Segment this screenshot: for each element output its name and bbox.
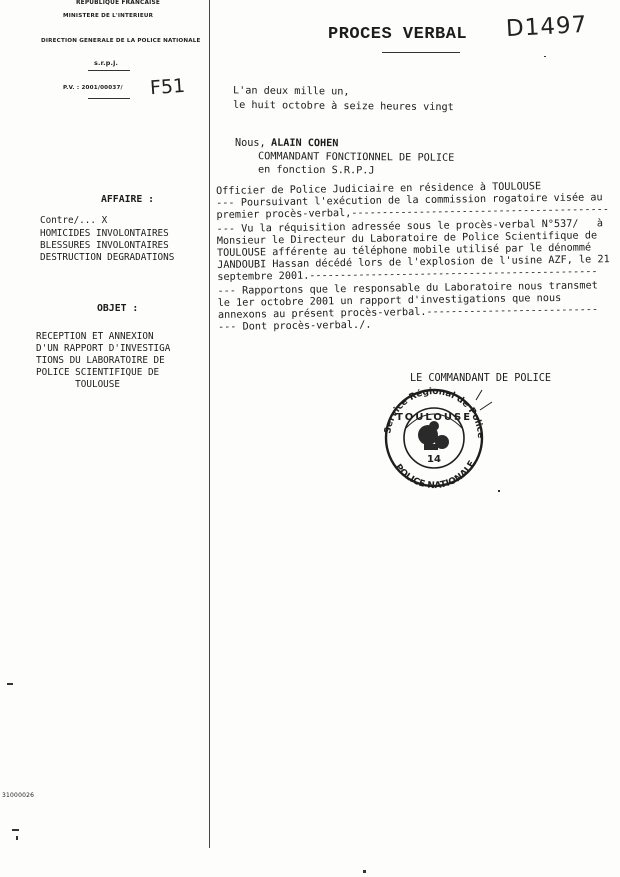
column-separator <box>209 0 210 848</box>
scan-speck <box>544 56 546 57</box>
affaire-heading: AFFAIRE : <box>101 194 155 205</box>
republic-label: REPUBLIQUE FRANCAISE <box>76 0 161 6</box>
body-line: septembre 2001.----------------------------------------------- <box>217 266 598 283</box>
body-line: --- Dont procès-verbal./. <box>218 319 372 333</box>
page-title: PROCES VERBAL <box>328 25 468 44</box>
pv-handwritten-ref: F51 <box>149 74 186 100</box>
objet-line: RECEPTION ET ANNEXION <box>36 331 154 342</box>
stamp-center-emblem <box>418 421 449 450</box>
affaire-line: BLESSURES INVOLONTAIRES <box>40 240 169 251</box>
body-line: --- Rapportons que le responsable du Laboratoire nous transmet <box>217 280 598 297</box>
scan-speck <box>363 870 366 873</box>
objet-heading: OBJET : <box>97 303 139 314</box>
stamp-number: 14 <box>427 454 441 465</box>
date-line-1: L'an deux mille un, <box>232 85 350 98</box>
body-line: annexons au présent procès-verbal.---------------------------- <box>217 304 599 321</box>
officer-rank: COMMANDANT FONCTIONNEL DE POLICE <box>257 151 455 164</box>
ministry-label: MINISTERE DE L'INTERIEUR <box>63 13 154 19</box>
official-stamp <box>360 380 510 490</box>
body-line: premier procès-verbal,------------------------------------------ <box>216 204 610 221</box>
pv-rule <box>88 98 130 99</box>
handwritten-document-ref: D1497 <box>505 11 588 43</box>
body-line: TOULOUSE afférente au téléphone mobile utilisé par le dénommé <box>216 242 592 259</box>
footer-code: 31000026 <box>2 792 35 799</box>
body-line: Officier de Police Judiciaire en résidence à TOULOUSE <box>216 181 542 197</box>
affaire-line: HOMICIDES INVOLONTAIRES <box>40 228 169 239</box>
direction-label: DIRECTION GENERALE DE LA POLICE NATIONALE <box>41 38 201 44</box>
affaire-line: DESTRUCTION DEGRADATIONS <box>40 252 175 263</box>
scan-speck <box>498 490 500 492</box>
signature-title: LE COMMANDANT DE POLICE <box>410 373 552 384</box>
scan-speck <box>12 829 19 831</box>
date-line-2: le huit octobre à seize heures vingt <box>232 99 454 114</box>
objet-line: D'UN RAPPORT D'INVESTIGA <box>36 343 171 354</box>
pv-number: P.V. : 2001/00037/ <box>63 85 123 91</box>
scan-speck <box>16 836 18 840</box>
stamp-bottom-text: POLICE NATIONALE <box>392 459 478 490</box>
objet-line: POLICE SCIENTIFIQUE DE <box>36 367 160 378</box>
officer-assignment: en fonction S.R.P.J <box>257 164 375 177</box>
body-text <box>216 180 616 333</box>
body-line: JANDOUBI Hassan décédé lors de l'explosion de l'usine AZF, le 21 <box>217 254 610 271</box>
affaire-line: Contre/... X <box>40 215 108 226</box>
officer-name: ALAIN COHEN <box>270 137 339 150</box>
body-line: --- Poursuivant l'exécution de la commission rogatoire visée au <box>216 192 603 209</box>
objet-line: TOULOUSE <box>36 379 120 390</box>
stamp-city: TOULOUSE <box>395 412 473 423</box>
officer-nous: Nous, <box>235 138 266 149</box>
service-label: s.r.p.j. <box>94 59 119 67</box>
body-line: le 1er octobre 2001 un rapport d'investigations que nous <box>217 292 562 309</box>
objet-line: TIONS DU LABORATOIRE DE <box>36 355 165 366</box>
stamp-top-text: Service Régional de Police <box>383 386 486 439</box>
title-rule <box>382 52 460 53</box>
scan-speck <box>7 683 13 685</box>
body-line: Monsieur le Directeur du Laboratoire de Police Scientifique de <box>216 230 598 247</box>
body-line: --- Vu la réquisition adressée sous le procès-verbal N°537/ à <box>216 218 604 235</box>
service-rule <box>88 70 130 71</box>
